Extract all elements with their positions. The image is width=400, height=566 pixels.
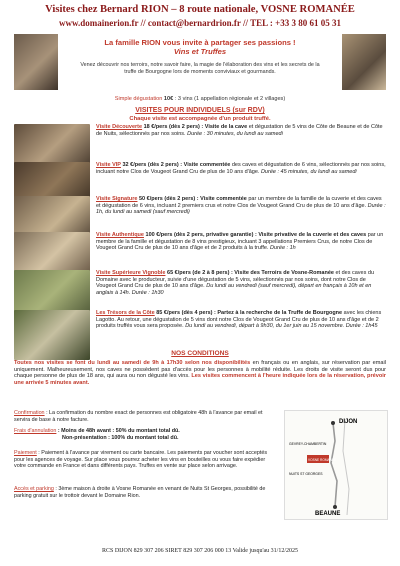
visit-note: Du lundi au vendredi, départ à 9h30, du 1er juin au 15 novembre. Durée : 1h45 [185,323,378,330]
simple-tasting-label: Simple dégustation [114,96,163,102]
individual-subtitle: Chaque visite est accompagnée d'un produit truffé. [129,116,271,122]
conditions-lead-red: Toutes nos visites se font du lundi au samedi de 9h à 17h30 selon nos disponibilités [14,360,251,366]
individual-title: VISITES POUR INDIVIDUELS (sur RDV) [135,107,265,114]
location-map [284,410,388,520]
visit-name: Visite Supérieure Vignoble [96,270,166,276]
simple-tasting-price: 10€ [163,96,174,102]
cancellation-label: Frais d'annulation [14,428,57,434]
map-dot-dijon [331,421,335,425]
payment-body: : Paiement à l'avance par virement ou carte bancaire. Les paiements par voucher sont acceptés pour les agences de voyage. Sur place vous pourrez acheter les vins en bouteilles ou vous faire expédier votre commande en France et dans différents pays. Truffes en vente sur place selon arrivage. [14,450,268,470]
intro-subtitle: Vins et Truffes [173,47,227,56]
intro-lead-text: La famille RION vous invite à partager ses passions ! [104,38,296,47]
confirmation-body: : La confirmation du nombre exact de personnes est obligatoire 48h à l'avance par email et servira de base à notre facture. [14,410,263,423]
contact-line: www.domainerion.fr // contact@bernardrion.fr // TEL : +33 3 80 61 05 31 [58,18,341,28]
visit-price: 85 €/pers (dès 4 pers) [156,310,213,316]
visit-body: avec les chiens Lagotto. Au retour, une dégustation de 5 vins dont notre Clos de Vougeot Grand Cru de plus de 10 ans d'âge et de 2 produits truffés vous sera proposée. [96,310,382,330]
visit-lead: : Partez à la recherche de la Truffe de Bourgogne [214,310,343,316]
legal-footer: RCS DIJON 829 307 206 SIRET 829 307 206 000 13 Valide jusqu'au 31/12/2025 [101,548,299,554]
map-label-north: DIJON [339,419,358,425]
visit-note: Durée : 1h [270,245,296,252]
cancellation-rule-1: : Moins de 48h avant : 50% du montant total dû. [57,428,180,434]
visit-text [96,310,386,330]
conditions-lead-red2: Les visites commencent à l'heure indiquée lors de la réservation, prévoir une arrivée 5 minutes avant. [14,373,386,387]
map-label-south: BEAUNE [315,511,341,517]
visit-body: par un membre de la famille et dégustation de 8 vins prestigieux, incluant 3 appellations Premiers Crus, de notre Clos de Vougeot Grand Cru de plus de 10 ans d'âge et de 2 produits à la truffe. [96,232,384,252]
payment-label: Paiement [14,450,37,456]
access-block [14,486,276,499]
map-dot-beaune [333,505,337,509]
confirmation-label: Confirmation [14,410,45,416]
visit-text [96,232,386,252]
visit-note: Durée : 30 minutes, du lundi au samedi [187,130,283,137]
visit-lead: : Visite de la cave [201,124,248,130]
visit-name: Visite Découverte [96,124,143,130]
map-label-gevrey: GEVREY-CHAMBERTIN [289,442,327,446]
cancellation-block [14,428,276,441]
visit-body: des caves et dégustation de 6 vins, sélectionnés par nos soins, incluant notre Clos de Vougeot Grand Cru de plus de 10 ans d'âge. [96,162,386,175]
visit-name: Visite Signature [96,196,138,202]
access-label: Accès et parking [14,486,54,492]
visit-lead: : Visite privative de la cuverie et des caves [254,232,367,238]
visit-price: 18 €/pers (dès 2 pers) [143,124,200,130]
confirmation-block [14,410,276,423]
simple-tasting [0,96,400,102]
visit-price: 65 €/pers (de 2 à 8 pers) [167,270,230,276]
intro-lead [60,38,340,56]
visit-note: Du lundi au vendredi (sauf mercredi), départ en français à 10h et en anglais à 14h. Durée : 1h30 [96,283,372,297]
visit-text [96,270,386,297]
visit-name: Visite VIP [96,162,121,168]
map-label-nuits: NUITS ST GEORGES [289,472,323,476]
visit-text [96,196,386,216]
visit-lead: : Visite commentée [180,162,231,168]
map-label-vosne: VOSNE ROMANÉE [308,458,337,462]
vineyard-photo [342,34,386,90]
page-title: Visites chez Bernard RION – 8 route nationale, VOSNE ROMANÉE [45,4,355,15]
visit-lead: : Visite des Terroirs de Vosne-Romanée [230,270,334,276]
visit-price: 32 €/pers (dès 2 pers) [122,162,179,168]
cancellation-rule-2: Non-présentation : 100% du montant total dû. [62,434,179,441]
conditions-title: NOS CONDITIONS [171,350,229,357]
visit-name: Visite Authentique [96,232,144,238]
intro-body: Venez découvrir nos terroirs, notre savoir faire, la magie de l'élaboration des vins et les secrets de la truffe de Bourgogne lors de moments conviviaux et gourmands. [80,62,320,75]
map-graphic [285,411,389,521]
conditions-lead [14,360,386,387]
cellar-photo [14,34,58,90]
map-road [331,423,337,507]
visit-note: Durée : 1h, du lundi au samedi (sauf mercredi) [96,202,386,216]
visit-lead: : Visite commentée [196,196,247,202]
visit-price: 100 €/pers (dès 2 pers, privative garantie) [145,232,254,238]
access-body: : 3ème maison à droite à Vosne Romanée en venant de Nuits St Georges, possibilité de parking gratuit sur le trottoir devant le Domaine Rion. [14,486,266,499]
visit-body: et dégustation de 5 vins de Côte de Beaune et de Côte de Nuits, sélectionnés par nos soins. [96,124,383,137]
visit-name: Les Trésors de la Côte [96,310,155,316]
visit-text [96,162,386,175]
visit-text [96,124,386,137]
visit-price: 50 €/pers (dès 2 pers) [139,196,196,202]
payment-block [14,450,276,470]
map-highway [343,419,349,515]
visit-note: Durée : 45 minutes, du lundi au samedi [260,168,357,175]
visit-body: par un membre de la famille de la cuverie et des caves et dégustation de 6 vins, incluant 2 premiers crus et notre Clos de Vougeot Grand Cru de plus de 10 ans d'âge. [96,196,382,209]
conditions-lead-body: en français ou en anglais, sur réservation par email uniquement. Malheureusement, nos caves ne possèdent pas d'accès pour les personnes à mobilité réduite. Les droits de visite seront dus pour chaque personne de plus de 18 ans, qui aura ou non dégusté les vins. [14,360,386,380]
visit-body: et des caves du Domaine avec le producteur, suivie d'une dégustation de 5 vins, sélectionnés par nos soins, dont notre Clos de Vougeot Grand Cru de plus de 10 ans d'âge. [96,270,375,290]
simple-tasting-detail: : 3 vins (1 appellation régionale et 2 villages) [174,96,286,102]
